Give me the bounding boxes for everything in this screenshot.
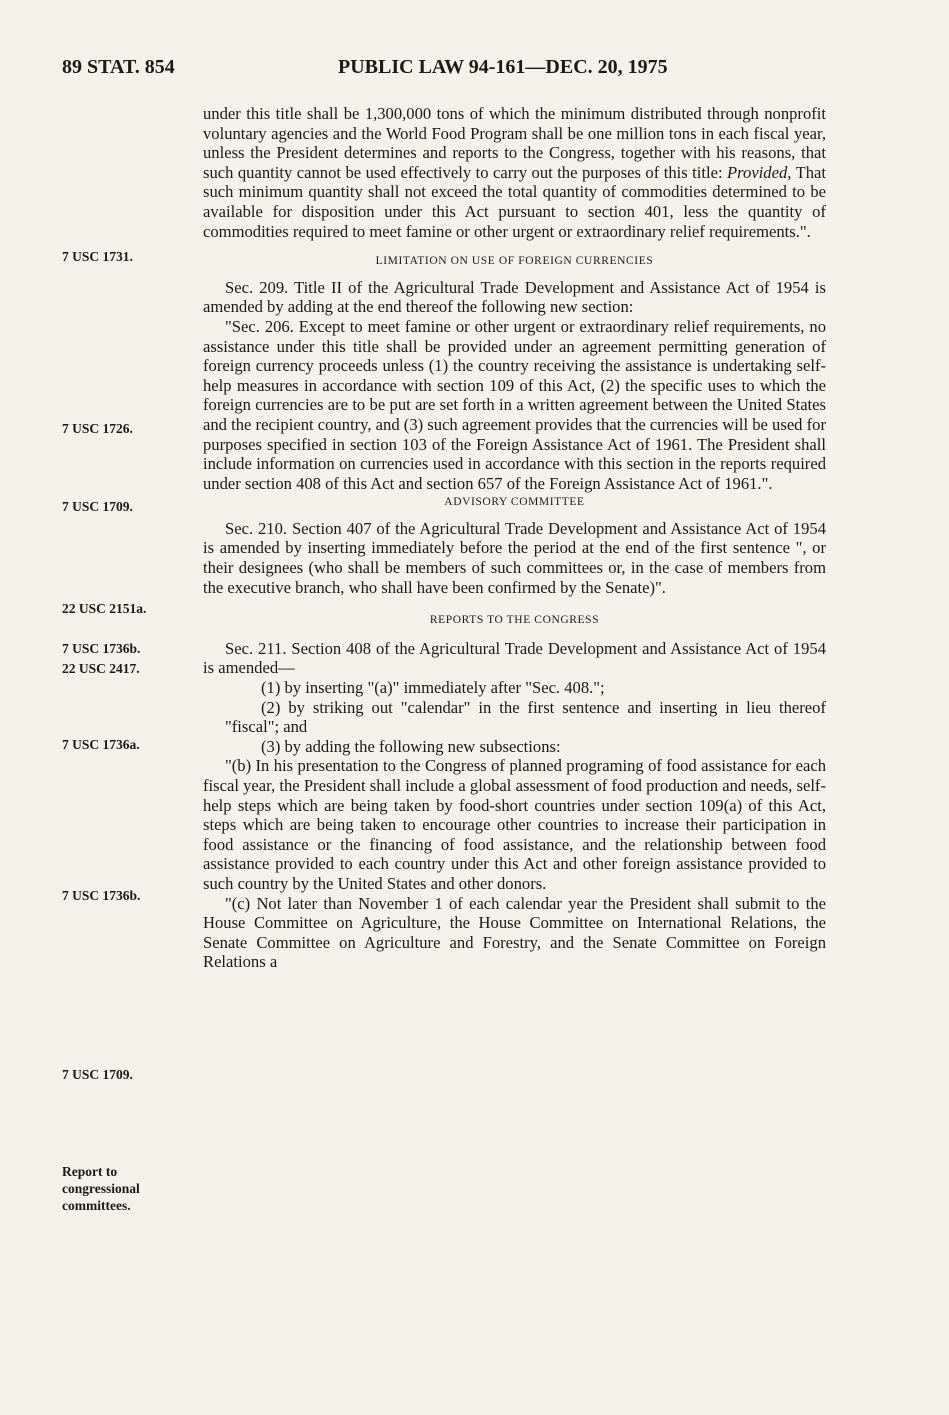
margin-note: 22 USC 2417. (62, 661, 140, 676)
statute-reference: 89 STAT. 854 (62, 56, 175, 78)
paragraph: Sec. 211. Section 408 of the Agricultural Trade Development and Assistance Act of 1954 is amended— (203, 638, 826, 678)
list-item: (1) by inserting "(a)" immediately after "Sec. 408."; (261, 678, 605, 698)
paragraph: under this title shall be 1,300,000 tons of which the minimum distributed through nonprofit voluntary agencies and the World Food Program shall be one million tons in each fiscal year, unless the President determines and reports to the Congress, together with his reasons, that such quantity cannot be used effectively to carry out the purposes of this title: Provided, That such minimum quantity shall not exceed the total quantity of commodities determined to be available for disposition under this Act pursuant to section 401, less the quantity of commodities required to meet famine or other urgent or extraordinary relief requirements.". (203, 104, 826, 241)
margin-note: 7 USC 1736b. (62, 641, 141, 656)
section-heading: REPORTS TO THE CONGRESS (429, 614, 600, 627)
paragraph: "(c) Not later than November 1 of each calendar year the President shall submit to the House Committee on Agriculture, the House Committee on International Relations, the Senate Committee on Agriculture and Forestry, and the Senate Committee on Foreign Relations a (203, 893, 826, 972)
list-item: (3) by adding the following new subsections: (261, 736, 561, 756)
margin-note: 7 USC 1736a. (62, 737, 140, 752)
margin-note: 7 USC 1726. (62, 421, 133, 436)
document-body (203, 104, 826, 972)
margin-note: 7 USC 1709. (62, 1067, 133, 1082)
margin-note: 7 USC 1709. (62, 499, 133, 514)
margin-note: 7 USC 1731. (62, 249, 133, 264)
paragraph: Sec. 209. Title II of the Agricultural Trade Development and Assistance Act of 1954 is amended by adding at the end thereof the following new section: (203, 277, 826, 317)
paragraph: Sec. 210. Section 407 of the Agricultural Trade Development and Assistance Act of 1954 is amended by inserting immediately before the period at the end of the first sentence ", or their designees (who shall be members of such committees or, in the case of members from the executive branch, who shall have been confirmed by the Senate)". (203, 518, 826, 597)
margin-note: 22 USC 2151a. (62, 601, 147, 616)
paragraph: "(b) In his presentation to the Congress of planned programing of food assistance for each fiscal year, the President shall include a global assessment of food production and needs, self-help steps which are being taken by food-short countries under section 109(a) of this Act, steps which are being taken to encourage other countries to increase their participation in food assistance or the financing of food assistance, and the relationship between food assistance provided to each country under this Act and other foreign assistance provided to such country by the United States and other donors. (203, 756, 826, 893)
section-heading: ADVISORY COMMITTEE (444, 496, 585, 509)
page-header (62, 56, 822, 86)
list-item: (2) by striking out "calendar" in the first sentence and inserting in lieu thereof "fiscal"; and (225, 697, 826, 737)
margin-note-report: Report to congressional committees. (62, 1164, 140, 1213)
page-title: PUBLIC LAW 94-161—DEC. 20, 1975 (338, 56, 668, 78)
section-heading: LIMITATION ON USE OF FOREIGN CURRENCIES (375, 255, 654, 268)
margin-note: 7 USC 1736b. (62, 888, 141, 903)
paragraph: "Sec. 206. Except to meet famine or other urgent or extraordinary relief requirements, no assistance under this title shall be provided under an agreement permitting generation of foreign currency proceeds unless (1) the country receiving the assistance is undertaking self-help measures in accordance with section 109 of this Act, (2) the specific uses to which the foreign currencies are to be put are set forth in a written agreement between the United States and the recipient country, and (3) such agreement provides that the currencies will be used for purposes specified in section 103 of the Foreign Assistance Act of 1961. The President shall include information on currencies used in accordance with this section in the reports required under section 408 of this Act and section 657 of the Foreign Assistance Act of 1961.". (203, 316, 826, 493)
